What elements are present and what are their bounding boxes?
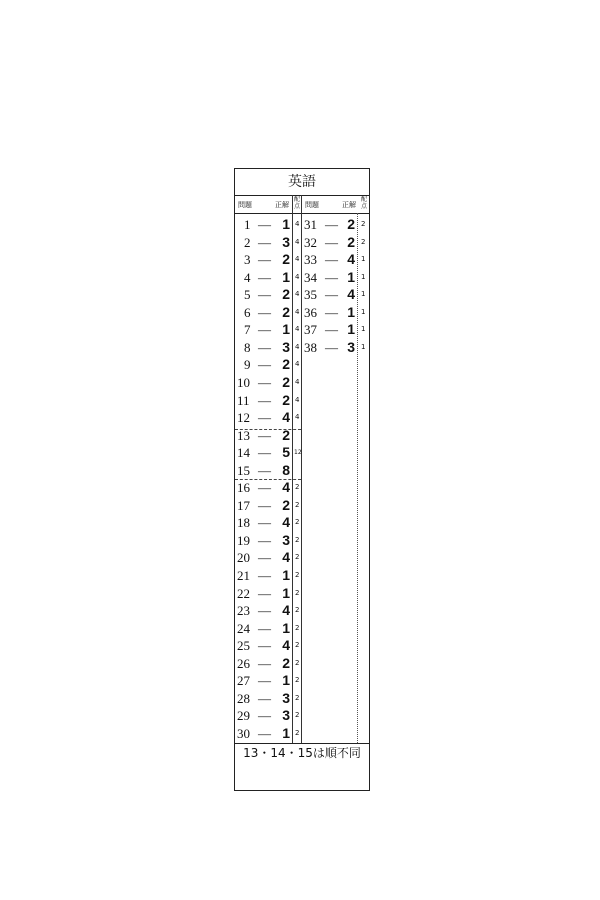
points-value: 1 [361,325,366,334]
question-number: 24 [237,620,250,636]
question-number: 4 [244,269,251,285]
question-number: 13 [237,427,250,443]
dash-separator: — [258,725,271,741]
points-value: 2 [295,728,300,737]
points-value: 4 [295,360,300,369]
points-value: 12 [294,449,302,457]
dash-separator: — [258,585,271,601]
dash-separator: — [258,708,271,724]
points-value: 4 [295,237,300,246]
left-row [235,497,369,515]
left-row [235,479,369,497]
correct-answer: 4 [282,637,290,654]
header-points-left-1: 配 [293,196,300,203]
dash-separator: — [258,673,271,689]
dash-separator: — [258,568,271,583]
left-row [235,602,369,620]
points-value: 2 [295,711,300,720]
points-value: 2 [295,588,300,597]
correct-answer: 3 [282,707,290,724]
dash-separator: — [325,339,338,355]
correct-answer: 1 [347,321,355,338]
points-value: 4 [295,395,300,404]
dash-separator: — [258,374,271,390]
question-number: 29 [237,708,250,724]
correct-answer: 1 [347,303,355,320]
left-row [235,637,369,655]
question-number: 35 [304,287,317,303]
header-points-left-2: 点 [293,203,300,210]
points-value: 2 [361,220,366,228]
left-row [235,374,369,392]
correct-answer: 2 [282,373,290,390]
question-number: 36 [304,304,317,320]
left-row [235,725,369,743]
header-question-left: 問題 [238,201,252,209]
dash-separator: — [258,620,271,636]
correct-answer: 2 [347,233,355,250]
question-number: 23 [237,603,250,619]
dash-separator: — [258,234,271,250]
dash-separator: — [258,410,271,426]
right-row [235,321,369,339]
question-number: 28 [237,690,250,706]
question-number: 5 [244,287,251,303]
dash-separator: — [258,217,271,232]
question-number: 33 [304,252,317,268]
question-number: 12 [237,410,250,426]
points-value: 4 [295,272,300,281]
left-row [235,514,369,532]
question-number: 19 [237,532,250,548]
answer-key-sheet [234,168,370,791]
points-value: 2 [295,641,300,650]
dash-separator: — [258,252,271,268]
right-row [235,216,369,234]
question-number: 10 [237,374,250,390]
points-value: 4 [295,290,300,299]
points-value: 2 [295,693,300,702]
dash-separator: — [258,445,271,461]
correct-answer: 2 [282,496,290,513]
correct-answer: 3 [282,689,290,706]
header-answer-left: 正解 [275,201,289,209]
points-value: 2 [295,606,300,615]
points-value: 1 [361,272,366,281]
left-row [235,356,369,374]
question-number: 9 [244,357,251,373]
dash-separator: — [258,392,271,408]
correct-answer: 1 [282,672,290,689]
right-row [235,304,369,322]
question-number: 30 [237,725,250,741]
right-row [235,251,369,269]
dash-separator: — [258,287,271,303]
correct-answer: 4 [347,286,355,303]
correct-answer: 2 [282,251,290,268]
question-number: 31 [304,217,317,232]
points-value: 4 [295,377,300,386]
points-value: 2 [295,483,300,492]
points-value: 2 [295,571,300,579]
correct-answer: 2 [282,356,290,373]
question-number: 37 [304,322,317,338]
points-value: 2 [295,535,300,544]
dash-separator: — [258,322,271,338]
left-row [235,585,369,603]
question-number: 17 [237,497,250,513]
left-row [235,409,369,427]
dash-separator: — [258,304,271,320]
question-number: 11 [237,392,250,408]
points-value: 2 [295,518,300,527]
correct-answer: 5 [282,444,290,461]
points-value: 2 [295,676,300,685]
correct-answer: 4 [282,479,290,496]
right-row [235,286,369,304]
dash-separator: — [258,480,271,496]
header-points-right-1: 配 [360,196,367,203]
points-value: 2 [295,623,300,632]
dash-separator: — [258,550,271,566]
points-value: 1 [361,255,366,264]
correct-answer: 2 [282,654,290,671]
points-value: 2 [295,553,300,562]
right-row [235,339,369,357]
dash-separator: — [325,217,338,232]
question-number: 3 [244,252,251,268]
footnote: 13・14・15は順不同 [235,743,369,764]
correct-answer: 3 [282,531,290,548]
points-value: 4 [295,413,300,422]
points-value: 4 [295,325,300,334]
question-number: 34 [304,269,317,285]
correct-answer: 1 [282,216,290,232]
points-value: 4 [295,307,300,316]
correct-answer: 3 [347,338,355,355]
correct-answer: 1 [282,724,290,741]
points-value: 2 [295,658,300,667]
dash-separator: — [325,269,338,285]
correct-answer: 4 [282,549,290,566]
question-number: 26 [237,655,250,671]
points-value: 2 [361,237,366,246]
sheet-title: 英語 [235,169,369,196]
correct-answer: 2 [282,303,290,320]
dash-separator: — [325,252,338,268]
correct-answer: 1 [282,321,290,338]
correct-answer: 1 [282,567,290,583]
left-row [235,655,369,673]
left-row [235,392,369,410]
question-number: 32 [304,234,317,250]
correct-answer: 1 [347,268,355,285]
question-number: 15 [237,462,250,478]
question-number: 14 [237,445,250,461]
left-row [235,567,369,585]
correct-answer: 4 [282,514,290,531]
correct-answer: 4 [282,602,290,619]
points-value: 4 [295,255,300,264]
dash-separator: — [258,690,271,706]
correct-answer: 1 [282,619,290,636]
dash-separator: — [258,532,271,548]
left-row [235,707,369,725]
dash-separator: — [258,515,271,531]
correct-answer: 1 [282,584,290,601]
question-number: 27 [237,673,250,689]
dash-separator: — [258,638,271,654]
left-row [235,620,369,638]
question-number: 25 [237,638,250,654]
header-points-right-2: 点 [360,203,367,210]
correct-answer: 2 [282,426,290,443]
left-row [235,690,369,708]
dash-separator: — [325,304,338,320]
correct-answer: 2 [347,216,355,232]
right-row [235,234,369,252]
question-number: 2 [244,234,251,250]
left-row [235,462,369,480]
correct-answer: 4 [282,409,290,426]
correct-answer: 1 [282,268,290,285]
left-row [235,444,369,462]
points-value: 4 [295,342,300,351]
left-row [235,549,369,567]
dash-separator: — [258,269,271,285]
header-answer-right: 正解 [342,201,356,209]
dash-separator: — [325,234,338,250]
left-row [235,672,369,690]
dash-separator: — [325,322,338,338]
dash-separator: — [258,462,271,478]
dash-separator: — [258,655,271,671]
correct-answer: 3 [282,338,290,355]
dash-separator: — [258,497,271,513]
question-number: 16 [237,480,250,496]
points-value: 1 [361,307,366,316]
question-number: 6 [244,304,251,320]
left-row [235,532,369,550]
points-value: 1 [361,290,366,299]
left-row [235,427,369,445]
dash-separator: — [258,357,271,373]
question-number: 20 [237,550,250,566]
column-header [235,195,369,214]
question-number: 38 [304,339,317,355]
dash-separator: — [258,427,271,443]
dash-separator: — [258,603,271,619]
question-number: 21 [237,568,250,583]
question-number: 1 [244,217,251,232]
question-number: 8 [244,339,251,355]
question-number: 22 [237,585,250,601]
dash-separator: — [258,339,271,355]
correct-answer: 2 [282,286,290,303]
correct-answer: 2 [282,391,290,408]
dash-separator: — [325,287,338,303]
right-row [235,269,369,287]
points-value: 2 [295,500,300,509]
question-number: 7 [244,322,251,338]
header-question-right: 問題 [305,201,319,209]
points-value: 1 [361,342,366,351]
correct-answer: 3 [282,233,290,250]
question-number: 18 [237,515,250,531]
correct-answer: 8 [282,461,290,478]
correct-answer: 4 [347,251,355,268]
points-value: 4 [295,220,300,228]
